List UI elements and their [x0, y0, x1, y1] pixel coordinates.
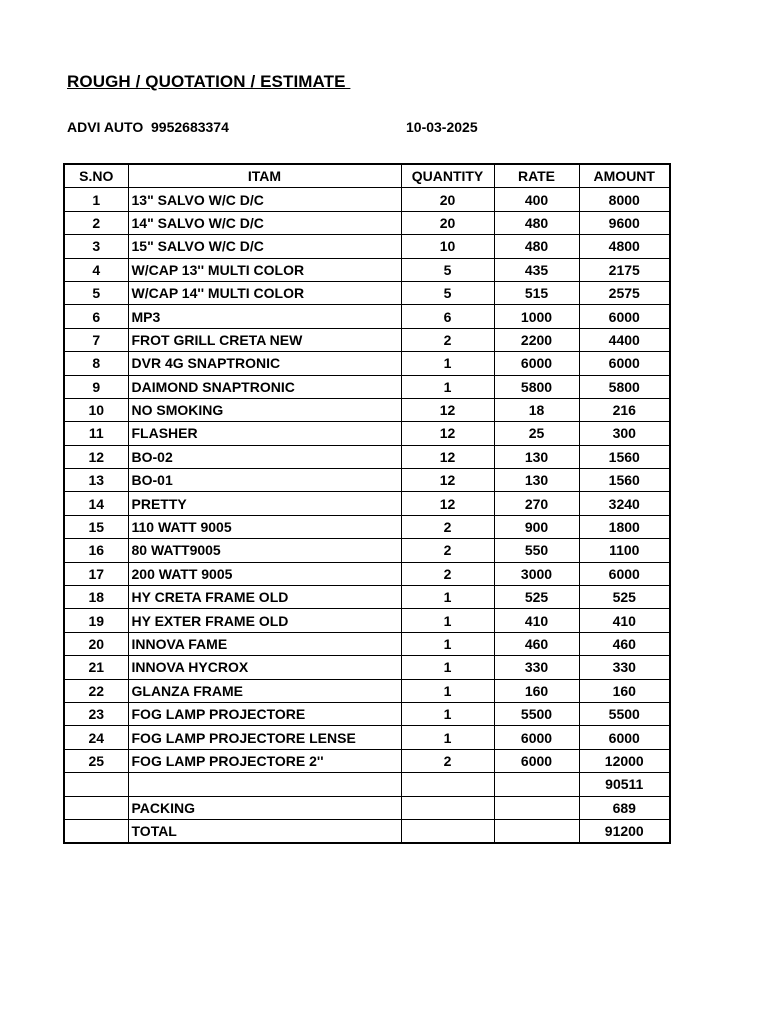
quotation-table: [63, 163, 671, 844]
cell-amount: 330: [579, 656, 670, 679]
cell-rate: 18: [494, 398, 579, 421]
table-row: [64, 422, 670, 445]
cell-rate: 5800: [494, 375, 579, 398]
cell-amount: 689: [579, 796, 670, 819]
cell-item: FOG LAMP PROJECTORE LENSE: [128, 726, 401, 749]
cell-amount: 216: [579, 398, 670, 421]
table-row: [64, 679, 670, 702]
cell-item: FROT GRILL CRETA NEW: [128, 328, 401, 351]
cell-sno: 14: [64, 492, 128, 515]
cell-amount: 4800: [579, 235, 670, 258]
cell-sno: 20: [64, 632, 128, 655]
cell-amount: 300: [579, 422, 670, 445]
cell-rate: 6000: [494, 726, 579, 749]
table-row: [64, 352, 670, 375]
cell-quantity: 2: [401, 515, 494, 538]
cell-sno: 22: [64, 679, 128, 702]
table-row: [64, 656, 670, 679]
cell-sno: 8: [64, 352, 128, 375]
cell-sno: 10: [64, 398, 128, 421]
cell-sno: 6: [64, 305, 128, 328]
table-row: [64, 258, 670, 281]
cell-item: PACKING: [128, 796, 401, 819]
table-row: [64, 749, 670, 772]
cell-rate: 130: [494, 445, 579, 468]
table-header-row: [64, 164, 670, 188]
cell-sno: 17: [64, 562, 128, 585]
cell-quantity: [401, 819, 494, 843]
document-title: ROUGH / QUOTATION / ESTIMATE: [67, 72, 351, 91]
header-item: ITAM: [128, 164, 401, 188]
cell-item: FOG LAMP PROJECTORE: [128, 702, 401, 725]
summary-row: [64, 819, 670, 843]
cell-item: INNOVA FAME: [128, 632, 401, 655]
cell-sno: [64, 819, 128, 843]
table-row: [64, 375, 670, 398]
cell-quantity: 1: [401, 656, 494, 679]
cell-rate: 330: [494, 656, 579, 679]
cell-item: MP3: [128, 305, 401, 328]
table-row: [64, 609, 670, 632]
cell-quantity: 2: [401, 749, 494, 772]
cell-amount: 5800: [579, 375, 670, 398]
header-rate: RATE: [494, 164, 579, 188]
cell-item: BO-01: [128, 469, 401, 492]
cell-item: 14" SALVO W/C D/C: [128, 211, 401, 234]
cell-quantity: 1: [401, 609, 494, 632]
cell-rate: [494, 796, 579, 819]
cell-quantity: 12: [401, 422, 494, 445]
header-amount: AMOUNT: [579, 164, 670, 188]
cell-rate: 515: [494, 281, 579, 304]
cell-rate: 6000: [494, 352, 579, 375]
cell-rate: 435: [494, 258, 579, 281]
cell-sno: 16: [64, 539, 128, 562]
cell-quantity: 1: [401, 679, 494, 702]
cell-item: 80 WATT9005: [128, 539, 401, 562]
quotation-date: 10-03-2025: [406, 119, 478, 135]
cell-item: DAIMOND SNAPTRONIC: [128, 375, 401, 398]
cell-item: 13" SALVO W/C D/C: [128, 188, 401, 211]
cell-sno: 25: [64, 749, 128, 772]
summary-row: [64, 773, 670, 796]
cell-item: HY CRETA FRAME OLD: [128, 586, 401, 609]
cell-item: BO-02: [128, 445, 401, 468]
cell-quantity: 20: [401, 188, 494, 211]
cell-rate: 25: [494, 422, 579, 445]
cell-sno: 4: [64, 258, 128, 281]
header-sno: S.NO: [64, 164, 128, 188]
cell-quantity: 2: [401, 328, 494, 351]
cell-item: W/CAP 14'' MULTI COLOR: [128, 281, 401, 304]
cell-amount: 6000: [579, 726, 670, 749]
cell-amount: 4400: [579, 328, 670, 351]
cell-item: GLANZA FRAME: [128, 679, 401, 702]
table-row: [64, 562, 670, 585]
cell-item: PRETTY: [128, 492, 401, 515]
cell-sno: 2: [64, 211, 128, 234]
table-row: [64, 515, 670, 538]
cell-amount: 460: [579, 632, 670, 655]
table-row: [64, 188, 670, 211]
cell-rate: 525: [494, 586, 579, 609]
table-row: [64, 539, 670, 562]
cell-rate: 480: [494, 211, 579, 234]
cell-item: TOTAL: [128, 819, 401, 843]
cell-sno: 7: [64, 328, 128, 351]
cell-item: HY EXTER FRAME OLD: [128, 609, 401, 632]
cell-sno: [64, 796, 128, 819]
summary-row: [64, 796, 670, 819]
cell-amount: 8000: [579, 188, 670, 211]
cell-item: INNOVA HYCROX: [128, 656, 401, 679]
cell-item: DVR 4G SNAPTRONIC: [128, 352, 401, 375]
cell-sno: 9: [64, 375, 128, 398]
cell-rate: 3000: [494, 562, 579, 585]
cell-rate: 130: [494, 469, 579, 492]
table-row: [64, 445, 670, 468]
cell-amount: 1100: [579, 539, 670, 562]
cell-quantity: 1: [401, 375, 494, 398]
cell-quantity: 1: [401, 702, 494, 725]
table-row: [64, 281, 670, 304]
cell-rate: 400: [494, 188, 579, 211]
cell-sno: 1: [64, 188, 128, 211]
cell-rate: 6000: [494, 749, 579, 772]
cell-amount: 2575: [579, 281, 670, 304]
cell-quantity: 1: [401, 586, 494, 609]
table-row: [64, 632, 670, 655]
cell-quantity: 6: [401, 305, 494, 328]
table-row: [64, 398, 670, 421]
cell-rate: 900: [494, 515, 579, 538]
cell-rate: 270: [494, 492, 579, 515]
cell-sno: 13: [64, 469, 128, 492]
cell-quantity: 12: [401, 398, 494, 421]
customer-info: ADVI AUTO 9952683374: [67, 119, 229, 135]
cell-rate: 410: [494, 609, 579, 632]
table-body: [64, 188, 670, 843]
cell-item: 200 WATT 9005: [128, 562, 401, 585]
cell-item: [128, 773, 401, 796]
header-quantity: QUANTITY: [401, 164, 494, 188]
cell-sno: 5: [64, 281, 128, 304]
cell-rate: [494, 819, 579, 843]
cell-item: NO SMOKING: [128, 398, 401, 421]
cell-quantity: 2: [401, 562, 494, 585]
cell-quantity: 10: [401, 235, 494, 258]
cell-amount: 2175: [579, 258, 670, 281]
cell-quantity: 12: [401, 445, 494, 468]
cell-sno: 3: [64, 235, 128, 258]
cell-item: W/CAP 13'' MULTI COLOR: [128, 258, 401, 281]
cell-amount: 9600: [579, 211, 670, 234]
cell-quantity: 12: [401, 469, 494, 492]
cell-rate: [494, 773, 579, 796]
cell-quantity: 1: [401, 352, 494, 375]
cell-sno: 24: [64, 726, 128, 749]
cell-rate: 160: [494, 679, 579, 702]
cell-rate: 1000: [494, 305, 579, 328]
cell-item: 110 WATT 9005: [128, 515, 401, 538]
cell-sno: 15: [64, 515, 128, 538]
table-row: [64, 726, 670, 749]
cell-amount: 3240: [579, 492, 670, 515]
cell-amount: 12000: [579, 749, 670, 772]
cell-rate: 5500: [494, 702, 579, 725]
cell-quantity: 1: [401, 632, 494, 655]
cell-sno: 19: [64, 609, 128, 632]
cell-amount: 410: [579, 609, 670, 632]
cell-amount: 6000: [579, 352, 670, 375]
table-row: [64, 586, 670, 609]
cell-amount: 1800: [579, 515, 670, 538]
cell-amount: 6000: [579, 562, 670, 585]
cell-quantity: 1: [401, 726, 494, 749]
table-row: [64, 328, 670, 351]
cell-rate: 550: [494, 539, 579, 562]
cell-quantity: [401, 796, 494, 819]
cell-item: FLASHER: [128, 422, 401, 445]
cell-sno: 12: [64, 445, 128, 468]
cell-item: FOG LAMP PROJECTORE 2'': [128, 749, 401, 772]
table-row: [64, 305, 670, 328]
cell-amount: 5500: [579, 702, 670, 725]
cell-amount: 6000: [579, 305, 670, 328]
table-row: [64, 235, 670, 258]
cell-item: 15" SALVO W/C D/C: [128, 235, 401, 258]
cell-amount: 1560: [579, 445, 670, 468]
cell-sno: 21: [64, 656, 128, 679]
cell-quantity: 20: [401, 211, 494, 234]
cell-rate: 480: [494, 235, 579, 258]
cell-sno: [64, 773, 128, 796]
cell-sno: 18: [64, 586, 128, 609]
table-row: [64, 702, 670, 725]
table-row: [64, 469, 670, 492]
cell-quantity: 5: [401, 281, 494, 304]
table-row: [64, 492, 670, 515]
cell-amount: 91200: [579, 819, 670, 843]
cell-amount: 90511: [579, 773, 670, 796]
cell-sno: 11: [64, 422, 128, 445]
cell-quantity: [401, 773, 494, 796]
cell-rate: 2200: [494, 328, 579, 351]
cell-quantity: 12: [401, 492, 494, 515]
cell-quantity: 5: [401, 258, 494, 281]
cell-quantity: 2: [401, 539, 494, 562]
cell-amount: 1560: [579, 469, 670, 492]
table-row: [64, 211, 670, 234]
cell-sno: 23: [64, 702, 128, 725]
cell-rate: 460: [494, 632, 579, 655]
cell-amount: 160: [579, 679, 670, 702]
cell-amount: 525: [579, 586, 670, 609]
